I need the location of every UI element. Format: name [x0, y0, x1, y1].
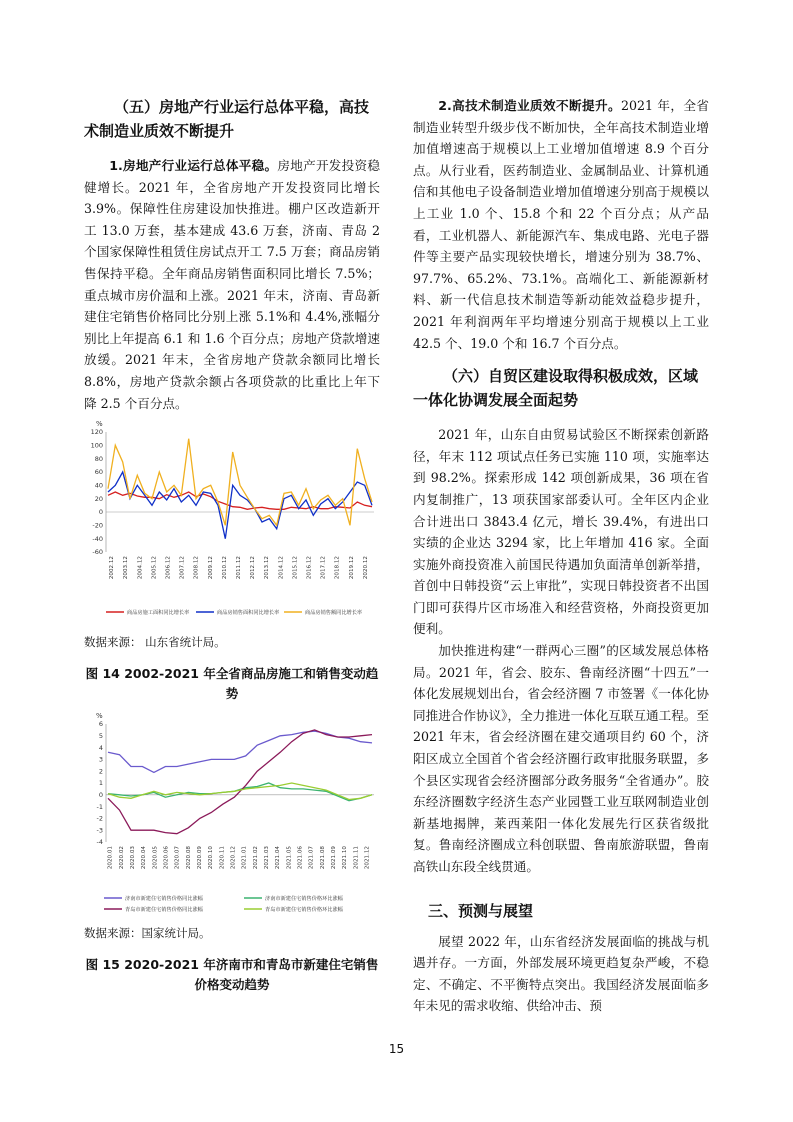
x-tick-label: 2020.02 [118, 846, 125, 870]
x-tick-label: 2021.02 [252, 846, 259, 870]
legend-label-2: 商品房销售面积同比增长率 [217, 610, 280, 617]
y-tick-label: 2 [98, 767, 103, 776]
y-tick-label: -4 [96, 838, 103, 847]
figure-14-source: 数据来源： 山东省统计局。 [84, 635, 226, 650]
x-tick-label: 2019.12 [348, 556, 355, 580]
x-tick-label: 2004.12 [137, 556, 144, 580]
series-line-3 [108, 730, 372, 834]
part3-title: 三、预测与展望 [428, 901, 534, 920]
x-tick-label: 2014.12 [278, 556, 285, 580]
y-tick-label: -3 [96, 826, 103, 835]
page-number: 15 [388, 1042, 405, 1056]
legend-label-4: 青岛市新建住宅销售价格环比涨幅 [265, 907, 343, 914]
x-tick-label: 2020.03 [129, 846, 136, 870]
x-tick-label: 2020.08 [185, 846, 192, 870]
y-tick-label: 0 [98, 791, 103, 800]
x-tick-label: 2021.08 [319, 846, 326, 870]
y-tick-label: 3 [98, 755, 103, 764]
left-column [84, 95, 380, 1001]
x-tick-label: 2013.12 [264, 556, 271, 580]
x-tick-label: 2011.12 [236, 556, 242, 580]
x-tick-label: 2010.12 [221, 556, 228, 580]
x-tick-label: 2021.03 [263, 846, 270, 870]
x-tick-label: 2006.12 [165, 556, 172, 580]
x-tick-label: 2021.10 [342, 846, 349, 870]
x-tick-label: 2020.12 [230, 846, 237, 870]
legend-label-2: 济南市新建住宅销售价格环比涨幅 [265, 896, 343, 903]
right-column [413, 95, 709, 1017]
paragraph-high-tech-heading: 2.高技术制造业质效不断提升。 [438, 98, 621, 113]
x-tick-label: 2021.01 [241, 846, 248, 870]
x-tick-label: 2005.12 [151, 556, 158, 580]
x-tick-label: 2020.06 [163, 846, 170, 870]
x-tick-label: 2008.12 [193, 556, 200, 580]
x-tick-label: 2020.12 [362, 556, 369, 580]
x-tick-label: 2002.12 [109, 556, 116, 580]
y-tick-label: -20 [92, 521, 103, 530]
paragraph-outlook: 展望 2022 年，山东省经济发展面临的挑战与机遇并存。一方面，外部发展环境更趋复杂严峻，不稳定、不确定、不平衡特点突出。我国经济发展面临多年未见的需求收缩、供给冲击、预 [413, 933, 709, 1014]
y-tick-label: -1 [96, 802, 103, 811]
paragraph-high-tech-body: 2021 年，全省制造业转型升级步伐不断加快，全年高技术制造业增加值增速高于规模以上工业增加值增速 8.9 个百分点。从行业看，医药制造业、金属制品业、计算机通信和其他电子设备制造业增加值增速分别高于规模以上工业 1.0 个、15.8 个和 22 个百分点；从产品看，工业机器人、新能源汽车、集成电路、光电子器件等主要产品实现较快增长，增速分别为 38.7%、97.7%、65.2%、73.1%。高端化工、新能源新材料、新一代信息技术制造等新动能效益稳步提升，2021 年利润两年平均增速分别高于规模以上工业 42.5 个、19.0 个和 16.7 个百分点。 [413, 98, 709, 351]
y-tick-label: -60 [92, 548, 103, 557]
y-tick-label: 0 [98, 508, 103, 517]
section5-title: （五）房地产行业运行总体平稳，高技术制造业质效不断提升 [84, 98, 370, 140]
unit-label: % [96, 712, 103, 721]
x-tick-label: 2021.12 [364, 846, 371, 870]
x-tick-label: 2020.07 [174, 846, 181, 870]
legend-label-1: 济南市新建住宅销售价格同比涨幅 [125, 896, 203, 903]
legend-label-3: 商品房销售额同比增长率 [305, 610, 363, 617]
x-tick-label: 2021.09 [330, 846, 337, 870]
figure-15-caption: 图 15 2020-2021 年济南市和青岛市新建住宅销售价格变动趋势 [85, 957, 379, 993]
y-tick-label: 40 [94, 481, 103, 490]
x-tick-label: 2016.12 [306, 556, 313, 580]
y-tick-label: 60 [94, 468, 103, 477]
x-tick-label: 2018.12 [334, 556, 341, 580]
section6-title: （六）自贸区建设取得积极成效，区域一体化协调发展全面起势 [413, 367, 699, 410]
x-tick-label: 2020.10 [208, 846, 215, 870]
x-tick-label: 2020.05 [152, 846, 159, 870]
x-tick-label: 2012.12 [250, 556, 257, 580]
x-tick-label: 2020.01 [107, 846, 114, 870]
x-tick-label: 2021.04 [275, 846, 282, 870]
x-tick-label: 2021.11 [353, 846, 360, 870]
x-tick-label: 2021.07 [308, 846, 315, 870]
x-tick-label: 2017.12 [320, 556, 327, 580]
series-line-2 [108, 472, 372, 539]
x-tick-label: 2020.11 [219, 846, 226, 870]
y-tick-label: 1 [98, 779, 103, 788]
y-tick-label: 100 [90, 441, 103, 450]
paragraph-real-estate-heading: 1.房地产行业运行总体平稳。 [109, 158, 278, 173]
paragraph-high-tech [413, 95, 709, 354]
legend-label-1: 商品房施工面积同比增长率 [127, 610, 190, 617]
x-tick-label: 2021.05 [286, 846, 293, 870]
figure-14-chart [84, 414, 380, 624]
series-line-3 [108, 439, 372, 526]
x-tick-label: 2003.12 [123, 556, 130, 580]
x-tick-label: 2020.04 [141, 846, 148, 870]
paragraph-real-estate [84, 155, 380, 414]
figure-15-source: 数据来源：国家统计局。 [84, 926, 211, 941]
paragraph-free-trade-zone: 2021 年，山东自由贸易试验区不断探索创新路径，年末 112 项试点任务已实施 110 项，实施率达到 98.2%。探索形成 142 项创新成果，36 项在省内复制推广，13 项获国家部委认可。全年区内企业合计进出口 3843.4 亿元，增长 39.4%，有进出口实绩的企业达 3294 家，比上年增加 416 家。全面实施外商投资准入前国民待遇加负面清单创新举措，首创中日韩投资“云上审批”，实现日韩投资者不出国门即可获得片区市场准入和经营资格，外商投资更加便利。 [413, 427, 709, 637]
y-tick-label: -40 [92, 534, 103, 543]
y-tick-label: 20 [94, 494, 103, 503]
y-tick-label: 6 [98, 720, 103, 729]
paragraph-real-estate-body: 房地产开发投资稳健增长。2021 年，全省房地产开发投资同比增长 3.9%。保障性住房建设加快推进。棚户区改造新开工 13.0 万套，基本建成 43.6 万套，济南、青岛 2 个国家保障性租赁住房试点开工 7.5 万套；商品房销售保持平稳。全年商品房销售面积同比增长 7.5%；重点城市房价温和上涨。2021 年末，济南、青岛新建住宅销售价格同比分别上涨 5.1%和 4.4%,涨幅分别比上年提高 6.1 和 1.6 个百分点；房地产贷款增速放缓。2021 年末，全省房地产贷款余额同比增长 8.8%，房地产贷款余额占各项贷款的比重比上年下降 2.5 个百分点。 [84, 158, 380, 411]
y-tick-label: 80 [94, 454, 103, 463]
series-line-1 [108, 731, 372, 772]
x-tick-label: 2007.12 [179, 556, 186, 580]
y-tick-label: 4 [98, 743, 103, 752]
x-tick-label: 2015.12 [292, 556, 299, 580]
y-tick-label: 120 [90, 428, 103, 437]
paragraph-regional-integration: 加快推进构建“一群两心三圈”的区域发展总体格局。2021 年，省会、胶东、鲁南经济圈“十四五”一体化发展规划出台，省会经济圈 7 市签署《一体化协同推进合作协议》，全力推进一体化互联互通工程。至 2021 年末，省会经济圈在建交通项目约 60 个，济阳区成立全国首个省会经济圈行政审批服务联盟，多个县区实现省会经济圈部分政务服务“全省通办”。胶东经济圈数字经济生态产业园暨工业互联网制造业创新基地揭牌，莱西莱阳一体化发展先行区获省级批复。鲁南经济圈成立科创联盟、鲁南旅游联盟，鲁南高铁山东段全线贯通。 [413, 643, 709, 874]
x-tick-label: 2021.06 [297, 846, 304, 870]
legend-label-3: 青岛市新建住宅销售价格同比涨幅 [125, 907, 203, 914]
figure-15-chart [84, 710, 380, 915]
unit-label: % [96, 420, 103, 429]
x-tick-label: 2009.12 [207, 556, 214, 580]
y-tick-label: -2 [96, 814, 103, 823]
figure-14-caption: 图 14 2002-2021 年全省商品房施工和销售变动趋势 [85, 666, 379, 702]
x-tick-label: 2020.09 [196, 846, 203, 870]
y-tick-label: 5 [98, 732, 103, 741]
